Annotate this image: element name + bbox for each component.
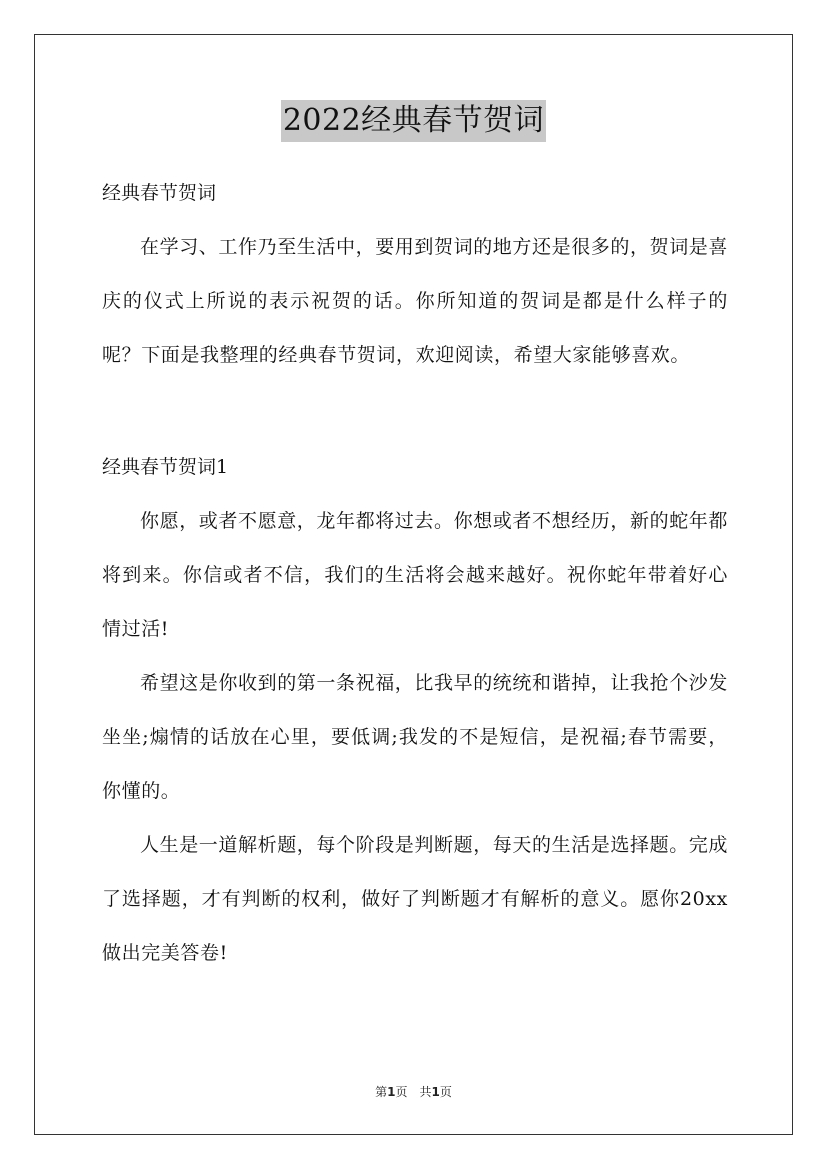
title-container xyxy=(0,100,827,142)
page-label-suffix: 页 xyxy=(439,1085,452,1099)
paragraph-3: 人生是一道解析题，每个阶段是判断题，每天的生活是选择题。完成了选择题，才有判断的权利，做好了判断题才有解析的意义。愿你20xx做出完美答卷! xyxy=(102,834,729,964)
section-heading: 经典春节贺词1 xyxy=(102,456,229,478)
page-footer xyxy=(0,1083,827,1100)
intro-paragraph: 在学习、工作乃至生活中，要用到贺词的地方还是很多的，贺词是喜庆的仪式上所说的表示祝贺的话。你所知道的贺词是都是什么样子的呢？下面是我整理的经典春节贺词，欢迎阅读，希望大家能够喜欢。 xyxy=(102,236,729,366)
section-spacer xyxy=(102,382,728,440)
page-total: 1 xyxy=(431,1085,440,1099)
page-current: 1 xyxy=(387,1085,396,1099)
intro-heading: 经典春节贺词 xyxy=(102,182,217,204)
paragraph-1: 你愿，或者不愿意，龙年都将过去。你想或者不想经历，新的蛇年都将到来。你信或者不信，我们的生活将会越来越好。祝你蛇年带着好心情过活! xyxy=(102,510,729,640)
document-body xyxy=(102,166,728,980)
document-title: 2022经典春节贺词 xyxy=(281,100,546,142)
page-label-prefix: 第 xyxy=(375,1085,388,1099)
page-label-mid: 页 共 xyxy=(395,1085,432,1099)
paragraph-2: 希望这是你收到的第一条祝福，比我早的统统和谐掉，让我抢个沙发坐坐;煽情的话放在心里，要低调;我发的不是短信，是祝福;春节需要，你懂的。 xyxy=(102,672,729,802)
